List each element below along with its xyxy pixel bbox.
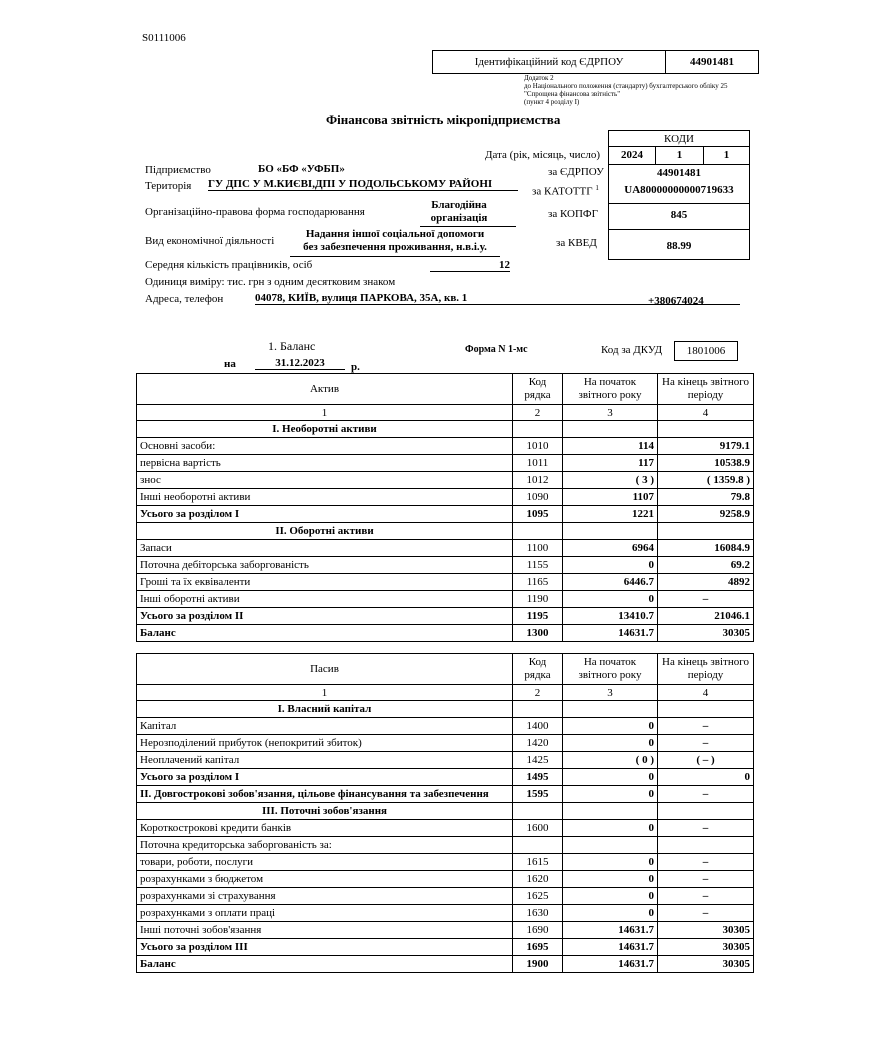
table-row — [137, 820, 754, 837]
row-end-value: – — [658, 718, 754, 735]
row-code — [513, 837, 563, 854]
table-row — [137, 752, 754, 769]
row-start-value: 0 — [563, 591, 658, 608]
row-start-value: 14631.7 — [563, 625, 658, 642]
row-start-value: ( 0 ) — [563, 752, 658, 769]
page-title: Фінансова звітність мікропідприємства — [326, 112, 561, 127]
table-row — [137, 735, 754, 752]
row-code: 1195 — [513, 608, 563, 625]
territory-label: Територія — [145, 180, 192, 192]
row-code: 1600 — [513, 820, 563, 837]
row-label: Баланс — [137, 625, 513, 642]
table-row — [137, 625, 754, 642]
section-title: I. Власний капітал — [137, 701, 513, 718]
row-end-value: – — [658, 735, 754, 752]
katottg-label — [532, 184, 599, 198]
row-end-value: 16084.9 — [658, 540, 754, 557]
date-month: 1 — [676, 149, 683, 161]
table-row — [137, 786, 754, 803]
row-code: 1190 — [513, 591, 563, 608]
kved-label: за КВЕД — [556, 237, 597, 249]
row-end-value: 30305 — [658, 922, 754, 939]
row-end-value — [658, 837, 754, 854]
employees-label: Середня кількість працівників, осіб — [145, 259, 313, 271]
row-code: 1300 — [513, 625, 563, 642]
column-header: Код рядка — [513, 374, 563, 405]
row-code: 1100 — [513, 540, 563, 557]
table-row — [137, 608, 754, 625]
note-line: (пункт 4 розділу I) — [524, 98, 580, 106]
row-code: 1695 — [513, 939, 563, 956]
table-row — [137, 769, 754, 786]
row-label: знос — [137, 472, 513, 489]
edrpou-code-label: за ЄДРПОУ — [548, 166, 604, 178]
row-label: Нерозподілений прибуток (непокритий збиток) — [137, 735, 513, 752]
date-day: 1 — [723, 149, 730, 161]
row-code: 1095 — [513, 506, 563, 523]
column-index: 3 — [563, 405, 658, 421]
activity-label: Вид економічної діяльності — [145, 235, 275, 247]
row-label: Інші необоротні активи — [137, 489, 513, 506]
kopfg-label: за КОПФГ — [548, 208, 598, 220]
row-code: 1690 — [513, 922, 563, 939]
row-code: 1420 — [513, 735, 563, 752]
row-start-value: 1221 — [563, 506, 658, 523]
table-row — [137, 591, 754, 608]
row-start-value: 14631.7 — [563, 922, 658, 939]
org-form-value-line: Благодійна — [431, 199, 487, 211]
empty-cell — [658, 701, 754, 718]
row-label: Усього за розділом I — [137, 506, 513, 523]
row-code: 1620 — [513, 871, 563, 888]
activity-value-line: без забезпечення проживання, н.в.і.у. — [303, 241, 487, 253]
address-label: Адреса, телефон — [145, 293, 224, 305]
note-line: до Національного положення (стандарту) бухгалтерського обліку 25 — [524, 82, 728, 90]
form-code: S0111006 — [142, 32, 186, 44]
row-end-value: 21046.1 — [658, 608, 754, 625]
balance-title: 1. Баланс — [268, 339, 316, 353]
section-row — [137, 523, 754, 540]
org-form-value — [420, 199, 498, 225]
unit-label: Одиниця виміру: тис. грн з одним десятковим знаком — [145, 276, 396, 288]
row-label: Баланс — [137, 956, 513, 973]
row-end-value: 4892 — [658, 574, 754, 591]
row-end-value: 30305 — [658, 956, 754, 973]
row-start-value — [563, 837, 658, 854]
table-row — [137, 956, 754, 973]
enterprise-label: Підприємство — [145, 164, 211, 176]
row-label: розрахунками зі страхування — [137, 888, 513, 905]
row-code: 1165 — [513, 574, 563, 591]
assets-table — [136, 373, 754, 642]
column-index-row — [137, 405, 754, 421]
row-label: товари, роботи, послуги — [137, 854, 513, 871]
row-end-value: 30305 — [658, 625, 754, 642]
row-start-value: 0 — [563, 735, 658, 752]
section-row — [137, 803, 754, 820]
table-row — [137, 506, 754, 523]
table-row — [137, 438, 754, 455]
row-start-value: 0 — [563, 786, 658, 803]
row-end-value: – — [658, 888, 754, 905]
dkud-label: Код за ДКУД — [601, 344, 663, 356]
empty-cell — [563, 701, 658, 718]
edrpou-box-value: 44901481 — [690, 56, 734, 68]
row-label: розрахунками з оплати праці — [137, 905, 513, 922]
table-header-row — [137, 374, 754, 405]
row-start-value: 0 — [563, 718, 658, 735]
row-end-value: ( – ) — [658, 752, 754, 769]
kopfg-value: 845 — [670, 209, 688, 221]
row-code: 1155 — [513, 557, 563, 574]
column-header: Актив — [137, 374, 513, 405]
row-label: Інші поточні зобов'язання — [137, 922, 513, 939]
row-start-value: 117 — [563, 455, 658, 472]
table-row — [137, 837, 754, 854]
row-end-value: 10538.9 — [658, 455, 754, 472]
edrpou-box — [432, 50, 759, 74]
row-end-value: 30305 — [658, 939, 754, 956]
table-row — [137, 922, 754, 939]
row-code: 1425 — [513, 752, 563, 769]
column-header: Пасив — [137, 654, 513, 685]
row-code: 1615 — [513, 854, 563, 871]
phone-value: +380674024 — [648, 295, 704, 307]
row-end-value: – — [658, 786, 754, 803]
row-label: Гроші та їх еквіваленти — [137, 574, 513, 591]
column-index: 1 — [137, 405, 513, 421]
row-start-value: 13410.7 — [563, 608, 658, 625]
row-label: II. Довгострокові зобов'язання, цільове фінансування та забезпечення — [137, 786, 513, 803]
edrpou-code-value: 44901481 — [657, 167, 701, 179]
row-label: Поточна кредиторська заборгованість за: — [137, 837, 513, 854]
row-start-value: 0 — [563, 854, 658, 871]
org-form-value-line: організація — [430, 212, 488, 224]
row-label: Запаси — [137, 540, 513, 557]
balance-date: 31.12.2023 — [255, 357, 345, 370]
empty-cell — [563, 523, 658, 540]
table-row — [137, 574, 754, 591]
activity-value-line: Надання іншої соціальної допомоги — [305, 228, 485, 240]
activity-value — [290, 228, 500, 254]
section-row — [137, 701, 754, 718]
on-label: на — [224, 358, 236, 370]
row-start-value: 0 — [563, 557, 658, 574]
dkud-value: 1801006 — [674, 341, 738, 361]
table-row — [137, 455, 754, 472]
row-label: Усього за розділом I — [137, 769, 513, 786]
column-index: 1 — [137, 685, 513, 701]
row-start-value: 6964 — [563, 540, 658, 557]
row-code: 1010 — [513, 438, 563, 455]
date-label: Дата (рік, місяць, число) — [485, 149, 601, 161]
note-line: "Спрощена фінансова звітність" — [524, 90, 621, 98]
katottg-value: UA80000000000719633 — [624, 184, 734, 196]
row-start-value: 0 — [563, 888, 658, 905]
row-end-value: 79.8 — [658, 489, 754, 506]
katottg-label-text: за КАТОТТГ — [532, 185, 593, 198]
table-row — [137, 472, 754, 489]
row-end-value: – — [658, 591, 754, 608]
year-suffix: р. — [351, 361, 360, 373]
table-header-row — [137, 654, 754, 685]
empty-cell — [513, 523, 563, 540]
row-end-value: – — [658, 905, 754, 922]
empty-cell — [563, 803, 658, 820]
row-end-value: 69.2 — [658, 557, 754, 574]
table-row — [137, 540, 754, 557]
section-title: III. Поточні зобов'язання — [137, 803, 513, 820]
row-start-value: 0 — [563, 871, 658, 888]
liabilities-table — [136, 653, 754, 973]
table-row — [137, 871, 754, 888]
row-start-value: 14631.7 — [563, 956, 658, 973]
row-code: 1011 — [513, 455, 563, 472]
table-row — [137, 939, 754, 956]
section-row — [137, 421, 754, 438]
edrpou-box-label: Ідентифікаційний код ЄДРПОУ — [474, 56, 624, 68]
katottg-footnote-mark: 1 — [595, 184, 599, 192]
empty-cell — [563, 421, 658, 438]
table-row — [137, 905, 754, 922]
row-code: 1495 — [513, 769, 563, 786]
row-start-value: 0 — [563, 905, 658, 922]
row-code: 1900 — [513, 956, 563, 973]
empty-cell — [658, 421, 754, 438]
column-header: На початок звітного року — [563, 374, 658, 405]
row-label: Неоплачений капітал — [137, 752, 513, 769]
enterprise-value: БО «БФ «УФБП» — [258, 163, 345, 175]
column-index: 2 — [513, 405, 563, 421]
empty-cell — [513, 421, 563, 438]
codes-header: КОДИ — [664, 133, 694, 145]
row-label: Капітал — [137, 718, 513, 735]
row-start-value: 6446.7 — [563, 574, 658, 591]
empty-cell — [513, 803, 563, 820]
row-end-value: – — [658, 854, 754, 871]
employees-value: 12 — [430, 259, 510, 272]
table-row — [137, 718, 754, 735]
row-end-value: ( 1359.8 ) — [658, 472, 754, 489]
row-start-value: 1107 — [563, 489, 658, 506]
column-header: Код рядка — [513, 654, 563, 685]
row-label: Основні засоби: — [137, 438, 513, 455]
row-start-value: 114 — [563, 438, 658, 455]
row-end-value: – — [658, 871, 754, 888]
column-index: 2 — [513, 685, 563, 701]
row-code: 1090 — [513, 489, 563, 506]
column-index: 3 — [563, 685, 658, 701]
row-start-value: 0 — [563, 820, 658, 837]
table-row — [137, 888, 754, 905]
row-label: Інші оборотні активи — [137, 591, 513, 608]
row-start-value: 14631.7 — [563, 939, 658, 956]
table-row — [137, 489, 754, 506]
row-code: 1630 — [513, 905, 563, 922]
row-code: 1625 — [513, 888, 563, 905]
row-end-value: 9258.9 — [658, 506, 754, 523]
section-title: II. Оборотні активи — [137, 523, 513, 540]
territory-value: ГУ ДПС У М.КИЄВІ,ДПІ У ПОДОЛЬСЬКОМУ РАЙОНІ — [208, 178, 518, 191]
row-start-value: 0 — [563, 769, 658, 786]
column-header: На кінець звітного періоду — [658, 374, 754, 405]
row-code: 1595 — [513, 786, 563, 803]
org-form-label: Організаційно-правова форма господарювання — [145, 206, 365, 218]
note-line: Додаток 2 — [524, 74, 554, 82]
column-header: На початок звітного року — [563, 654, 658, 685]
table-row — [137, 557, 754, 574]
empty-cell — [658, 523, 754, 540]
column-index-row — [137, 685, 754, 701]
kved-value: 88.99 — [666, 240, 692, 252]
row-code: 1400 — [513, 718, 563, 735]
row-label: первісна вартість — [137, 455, 513, 472]
row-end-value: – — [658, 820, 754, 837]
row-label: Короткострокові кредити банків — [137, 820, 513, 837]
row-label: розрахунками з бюджетом — [137, 871, 513, 888]
row-label: Усього за розділом III — [137, 939, 513, 956]
empty-cell — [658, 803, 754, 820]
regulation-note — [524, 74, 727, 106]
address-value: 04078, КИЇВ, вулиця ПАРКОВА, 35А, кв. 1 — [255, 292, 740, 305]
date-year: 2024 — [621, 149, 643, 161]
column-index: 4 — [658, 685, 754, 701]
row-label: Поточна дебіторська заборгованість — [137, 557, 513, 574]
row-end-value: 0 — [658, 769, 754, 786]
row-label: Усього за розділом II — [137, 608, 513, 625]
row-code: 1012 — [513, 472, 563, 489]
section-title: I. Необоротні активи — [137, 421, 513, 438]
row-end-value: 9179.1 — [658, 438, 754, 455]
form-name: Форма N 1-мс — [465, 344, 528, 355]
empty-cell — [513, 701, 563, 718]
column-index: 4 — [658, 405, 754, 421]
column-header: На кінець звітного періоду — [658, 654, 754, 685]
table-row — [137, 854, 754, 871]
row-start-value: ( 3 ) — [563, 472, 658, 489]
